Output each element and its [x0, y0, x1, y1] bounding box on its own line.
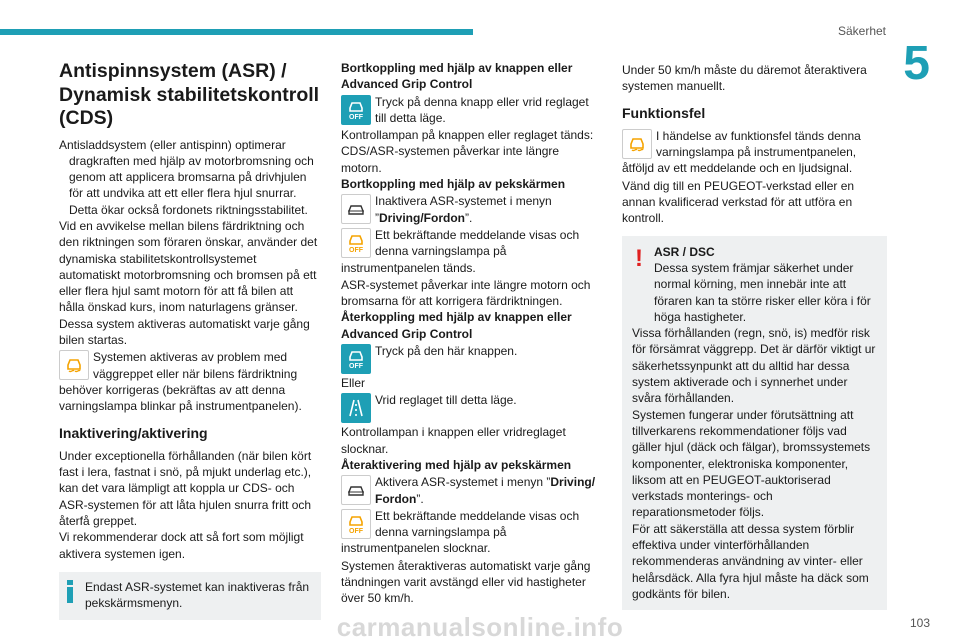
subheading: Återaktivering med hjälp av pekskärmen: [341, 457, 572, 472]
column-1: [59, 60, 321, 620]
paragraph: Kontrollampan i knappen eller vridreglaget slocknar.: [341, 425, 566, 456]
paragraph: Antisladdsystem (eller antispinn) optimerar dragkraften med hjälp av motorbromsning och genom att applicera bromsarna på drivhjulen för att undvika att ett eller flera hjul snurrar. Detta ökar också fordonets riktningsstabilitet.: [59, 137, 314, 217]
paragraph: Vänd dig till en PEUGEOT-verkstad eller en annan kvalificerad verkstad för att utföra en kontroll.: [622, 178, 855, 226]
icon-paragraph: Vrid reglaget till detta läge.: [341, 392, 603, 423]
exclamation-icon: !: [635, 244, 643, 272]
svg-text:OFF: OFF: [349, 246, 363, 254]
section-heading: Inaktivering/aktivering: [59, 424, 208, 441]
icon-paragraph: Aktivera ASR-systemet i menyn ”Driving/ Fordon”.: [341, 474, 603, 507]
subheading: Bortkoppling med hjälp av knappen eller Advanced Grip Control: [341, 61, 573, 92]
info-icon: [67, 580, 75, 603]
icon-paragraph: OFF Tryck på den här knappen.: [341, 343, 603, 374]
column-3: [622, 62, 887, 610]
asr-off-button-icon: [341, 95, 371, 125]
paragraph: Kontrollampan på knappen eller reglaget tänds: CDS/ASR-systemen påverkar inte längre motorn.: [341, 128, 594, 175]
paragraph: ASR-systemet påverkar inte längre motorn och bromsarna för att korrigera färdriktningen.: [341, 277, 591, 309]
page-number: 103: [909, 616, 930, 630]
header-accent-bar: [0, 29, 473, 35]
icon-paragraph: OFF Ett bekräftande meddelande visas och denna varningslampa på instrumentpanelen slocknar.: [341, 508, 580, 556]
icon-paragraph: I händelse av funktionsfel tänds denna varningslampa på instrumentpanelen, åtföljd av ett meddelande och en ljudsignal.: [622, 128, 861, 176]
subheading: Bortkoppling med hjälp av pekskärmen: [341, 177, 566, 192]
paragraph: Vid en avvikelse mellan bilens färdriktning och den riktningen som föraren önskar, använder det dynamiska stabilitetskontrollsystemet automatiskt motorbromsning och bromsen på ett eller flera hjul samt motorn för att få bilen att hålla önskad kurs, inom naturlagens gränser.: [59, 218, 318, 315]
warning-box: ! ASR / DSC Dessa system främjar säkerhet under normal körning, men innebär inte att föraren kan ta större risker eller köra i för höga hastigheter. Vissa förhållanden (regn, snö, is) medför risk för försämrat väggrepp. Det är därför viktigt ur säkerhetssynpunkt att du alltid har dessa system aktiverade och i synnerhet under svåra förhållanden. Systemen fungerar under förutsättning att tillverkarens rekommendationer följs vad gäller hjul (däck och fälgar), bromssystemets komponenter, elektroniska komponenter, liksom att en PEUGEOT-auktoriserad verkstads monterings- och reparationsmetoder följs. För att säkerställa att dessa system förblir effektiva under vinterförhållanden rekommenderas användning av vinter- eller helårsdäck. Alla fyra hjul måste ha däck som godkänts för bilen.: [622, 236, 887, 611]
svg-text:OFF: OFF: [349, 527, 363, 535]
info-box: Endast ASR-systemet kan inaktiveras från pekskärmsmenyn.: [59, 572, 321, 620]
paragraph: Under 50 km/h måste du däremot återaktivera systemen manuellt.: [622, 63, 867, 94]
asr-off-button-icon: [341, 344, 371, 374]
skid-warning-icon: [622, 129, 652, 159]
section-heading: Funktionsfel: [622, 104, 706, 121]
car-menu-icon: [341, 194, 371, 224]
paragraph: Eller: [341, 376, 366, 391]
icon-paragraph: Inaktivera ASR-systemet i menyn ”Driving/Fordon”.: [341, 193, 603, 226]
svg-text:OFF: OFF: [349, 363, 363, 371]
icon-paragraph: Systemen aktiveras av problem med väggreppet eller när bilens färdriktning behöver korrigeras (bekräftas av att denna varningslampa blinkar på instrumentpanelen).: [59, 350, 302, 414]
asr-off-warning-icon: [341, 509, 371, 539]
section-label: Säkerhet: [837, 24, 886, 38]
watermark: carmanualsonline.info: [336, 612, 624, 640]
paragraph: Dessa system aktiveras automatiskt varje gång bilen startas.: [59, 316, 310, 348]
skid-warning-icon: [59, 350, 89, 380]
paragraph: Systemen återaktiveras automatiskt varje gång tändningen varit avstängd eller vid hastigheter över 50 km/h.: [341, 558, 591, 606]
paragraph: Vi rekommenderar dock att så fort som möjligt aktivera systemen igen.: [59, 530, 304, 561]
icon-paragraph: OFF Ett bekräftande meddelande visas och denna varningslampa på instrumentpanelen tänds.: [341, 227, 580, 275]
car-menu-icon: [341, 475, 371, 505]
icon-paragraph: OFF Tryck på denna knapp eller vrid reglaget till detta läge.: [341, 94, 603, 127]
subheading: Återkoppling med hjälp av knappen eller Advanced Grip Control: [341, 310, 572, 341]
road-mode-icon: [341, 393, 371, 423]
svg-text:OFF: OFF: [349, 113, 363, 121]
paragraph: Under exceptionella förhållanden (när bilen kört fast i lera, fastnat i snö, på mjukt underlag etc.), kan det vara lämpligt att koppla ur CDS- och ASR-systemen för att låta hjulen snurra fritt och återfå greppet.: [59, 448, 312, 529]
asr-off-warning-icon: [341, 228, 371, 258]
chapter-number: 5: [903, 37, 930, 90]
page-title: Antispinnsystem (ASR) / Dynamisk stabilitetskontroll (CDS): [59, 60, 320, 129]
column-2: [341, 60, 603, 607]
